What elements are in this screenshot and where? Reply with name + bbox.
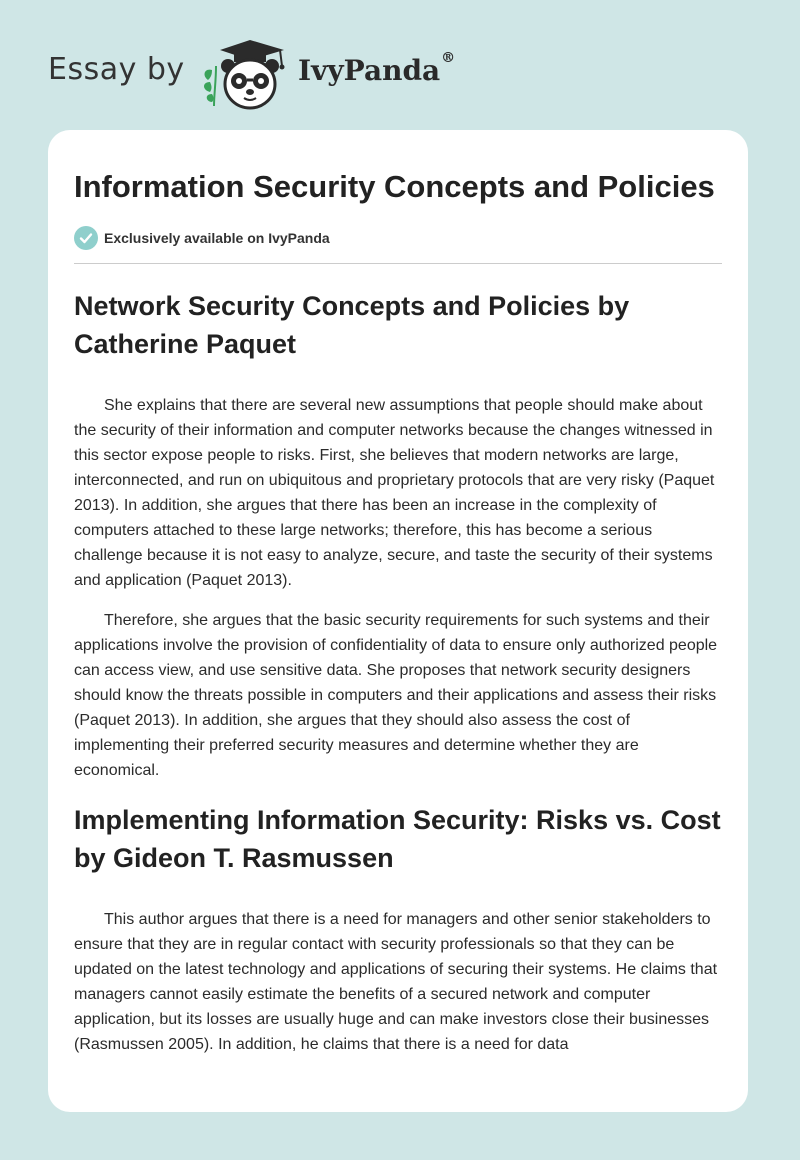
essay-content	[74, 166, 722, 1057]
badge-text: Exclusively available on IvyPanda	[104, 230, 330, 246]
title-divider	[74, 263, 722, 264]
essay-card	[48, 130, 748, 1112]
check-icon	[74, 226, 98, 250]
brand-header[interactable]	[48, 34, 508, 114]
paragraph: This author argues that there is a need for managers and other senior stakeholders to ensure that they are in regular contact with security professionals so that they can be updated on the latest technology and applications of securing their systems. He claims that managers cannot easily estimate the benefits of a secured network and computer application, but its losses are usually huge and can make investors close their businesses (Rasmussen 2005). In addition, he claims that there is a need for data	[74, 911, 718, 1053]
section-heading-rasmussen: Implementing Information Security: Risks vs. Cost by Gideon T. Rasmussen	[74, 805, 721, 873]
paragraph: Therefore, she argues that the basic security requirements for such systems and their applications involve the provision of confidentiality of data to ensure only authorized people can access view, and use sensitive data. She proposes that network security designers should know the threats possible in computers and their applications and assess their risks (Paquet 2013). In addition, she argues that they should also assess the cost of implementing their preferred security measures and determine whether they are economical.	[74, 612, 718, 779]
registered-mark: ®	[441, 50, 456, 66]
brand-name-text: IvyPanda	[298, 54, 441, 87]
brand-name	[298, 50, 456, 87]
page-title: Information Security Concepts and Policies	[74, 169, 715, 204]
exclusive-badge	[74, 225, 722, 251]
paragraph: She explains that there are several new assumptions that people should make about the security of their information and computer networks because the changes witnessed in this sector expose people to risks. First, she believes that modern networks are large, interconnected, and run on ubiquitous and proprietary protocols that are very risky (Paquet 2013). In addition, she argues that there has been an increase in the complexity of computers attached to these large networks; therefore, this has become a serious challenge because it is not easy to analyze, secure, and taste the security of their systems and application (Paquet 2013).	[74, 397, 715, 589]
brand-prefix: Essay by	[48, 52, 185, 87]
panda-graduate-icon	[200, 36, 296, 112]
section-heading-paquet: Network Security Concepts and Policies by Catherine Paquet	[74, 291, 630, 359]
